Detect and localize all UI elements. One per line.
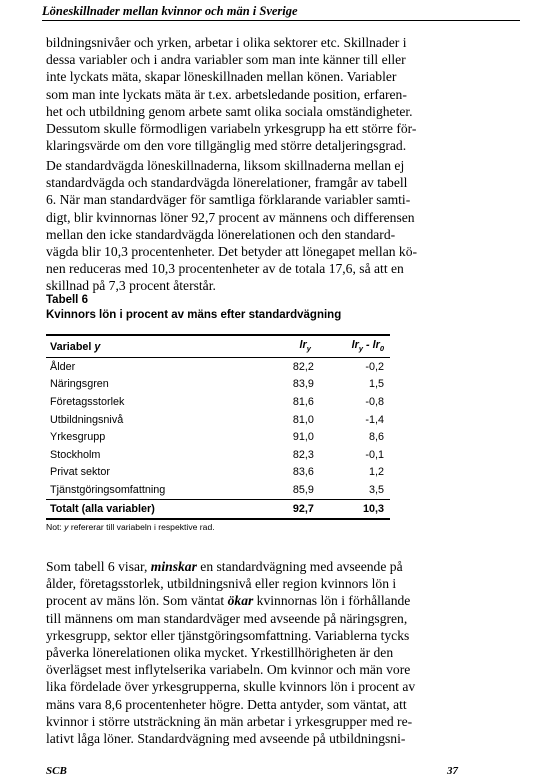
- text-line: inte lyckats mäta, skapar löneskillnaden mellan könen. Variabler: [46, 69, 397, 85]
- table-title: Kvinnors lön i procent av mäns efter standardvägning: [46, 309, 342, 321]
- text-line: ålder, företagsstorlek, utbildningsnivå eller region kvinnors lön i: [46, 576, 397, 592]
- body-paragraph-3: [46, 558, 466, 747]
- variable-cell: Näringsgren: [50, 378, 109, 391]
- text-line: mäns vara 8,6 procentenheter högre. Detta antyder, som väntat, att: [46, 696, 407, 712]
- table-header-row: [46, 335, 390, 358]
- lr-y-cell: 85,9: [292, 483, 314, 496]
- lr-y-cell: 82,2: [292, 360, 314, 373]
- text-line: påverka lönerelationen olika mycket. Yrkestillhörigheten är den: [46, 645, 394, 661]
- table-row: [46, 393, 390, 411]
- text-line: som man inte lyckats mäta är t.ex. arbetsledande position, erfaren-: [46, 86, 407, 102]
- text-line: standardvägda och standardvägda lönerelationer, framgår av tabell: [46, 175, 408, 191]
- text-line: lativt låga löner. Standardvägning med avseende på utbildningsni-: [46, 731, 406, 747]
- variable-cell: Tjänstgöringsomfattning: [50, 483, 166, 496]
- lr-y-cell: 81,0: [292, 413, 314, 426]
- text-line: yrkesgrupp, sektor eller tjänstgöringsomfattning. Variablerna tycks: [46, 627, 410, 643]
- text-line: digt, blir kvinnornas löner 92,7 procent av männens och differensen: [46, 209, 415, 225]
- emphasized-word: minskar: [150, 559, 197, 574]
- text-line: Som tabell 6 visar, minskar en standardvägning med avseende på: [46, 559, 403, 574]
- column-header-lr-y: $lr_y$: [237, 335, 315, 358]
- table-row: [46, 464, 390, 482]
- text-line: Dessutom skulle förmodligen variabeln yrkesgrupp ha ett större för-: [46, 121, 417, 137]
- lr-y-cell: 81,6: [292, 395, 314, 408]
- text-line: dessa variabler och i andra variabler som man inte känner till eller: [46, 52, 406, 68]
- lr-y-cell: 83,9: [292, 378, 314, 391]
- diff-cell: 8,6: [368, 431, 384, 444]
- table-row: [46, 358, 390, 376]
- data-table: [46, 334, 390, 520]
- column-header-lr-diff: $lr_y - lr_0$: [315, 335, 390, 358]
- text-line: skillnad på 7,3 procent återstår.: [46, 278, 216, 294]
- variable-cell: Ålder: [50, 360, 76, 373]
- running-header: Löneskillnader mellan kvinnor och män i Sverige: [42, 3, 520, 21]
- footer-publisher: SCB: [46, 765, 67, 777]
- text-line: kvinnor i större utsträckning än män arbetar i yrkesgrupper med re-: [46, 713, 413, 729]
- text-line: vägda blir 10,3 procentenheter. Det betyder att lönegapet mellan kö-: [46, 244, 418, 260]
- text-line: 6. När man standardväger för samtliga förklarande variabler samti-: [46, 192, 411, 208]
- diff-cell: -0,1: [365, 448, 384, 461]
- table-row: [46, 411, 390, 429]
- column-header-variable: Variabel y: [46, 335, 237, 358]
- table-caption: [46, 293, 341, 323]
- emphasized-word: ökar: [227, 593, 254, 609]
- diff-cell: -1,4: [365, 413, 384, 426]
- text-line: nen reduceras med 10,3 procentenheter av de totala 17,6, så att en: [46, 261, 404, 277]
- lr-y-cell: 82,3: [292, 448, 314, 461]
- lr-y-cell: 83,6: [292, 466, 314, 479]
- text-line: mellan den icke standardvägda lönerelationen och den standard-: [46, 226, 396, 242]
- text-line: De standardvägda löneskillnaderna, liksom skillnaderna mellan ej: [46, 158, 405, 173]
- body-paragraph-2: [46, 157, 466, 295]
- table-total-row: [46, 499, 390, 519]
- text-line: klaringsvärde om den vore tillgänglig med större detaljeringsgrad.: [46, 138, 407, 154]
- diff-cell: 3,5: [368, 483, 384, 496]
- text-line: het och utbildning genom arbete samt olika sociala omständigheter.: [46, 103, 413, 119]
- variable-cell: Totalt (alla variabler): [46, 499, 237, 519]
- variable-cell: Yrkesgrupp: [50, 431, 106, 444]
- text-line: till männens om man standardväger med avseende på näringsgren,: [46, 610, 408, 626]
- text-line: överlägset mest inflytelserika variabeln. Om kvinnor och män vore: [46, 662, 411, 678]
- diff-cell: 10,3: [315, 499, 390, 519]
- diff-cell: 1,5: [368, 378, 384, 391]
- lr-y-cell: 92,7: [237, 499, 315, 519]
- table-row: [46, 481, 390, 499]
- diff-cell: -0,2: [365, 360, 384, 373]
- diff-cell: 1,2: [368, 466, 384, 479]
- variable-cell: Företagsstorlek: [50, 395, 125, 408]
- table-row: [46, 376, 390, 394]
- variable-cell: Utbildningsnivå: [50, 413, 124, 426]
- body-paragraph-1: [46, 34, 466, 154]
- text-line: bildningsnivåer och yrken, arbetar i olika sektorer etc. Skillnader i: [46, 35, 407, 50]
- table-row: [46, 446, 390, 464]
- diff-cell: -0,8: [365, 395, 384, 408]
- lr-y-cell: 91,0: [292, 431, 314, 444]
- text-line: lika fördelade över yrkesgrupperna, skulle kvinnors lön i procent av: [46, 679, 416, 695]
- variable-cell: Stockholm: [50, 448, 101, 461]
- text-line: procent av mäns lön. Som väntat ökar kvinnornas lön i förhållande: [46, 593, 411, 609]
- table-note: Not: y refererar till variabeln i respektive rad.: [46, 522, 215, 532]
- table-row: [46, 428, 390, 446]
- variable-cell: Privat sektor: [50, 466, 110, 479]
- table-label: Tabell 6: [46, 294, 88, 306]
- page-number: 37: [447, 765, 458, 777]
